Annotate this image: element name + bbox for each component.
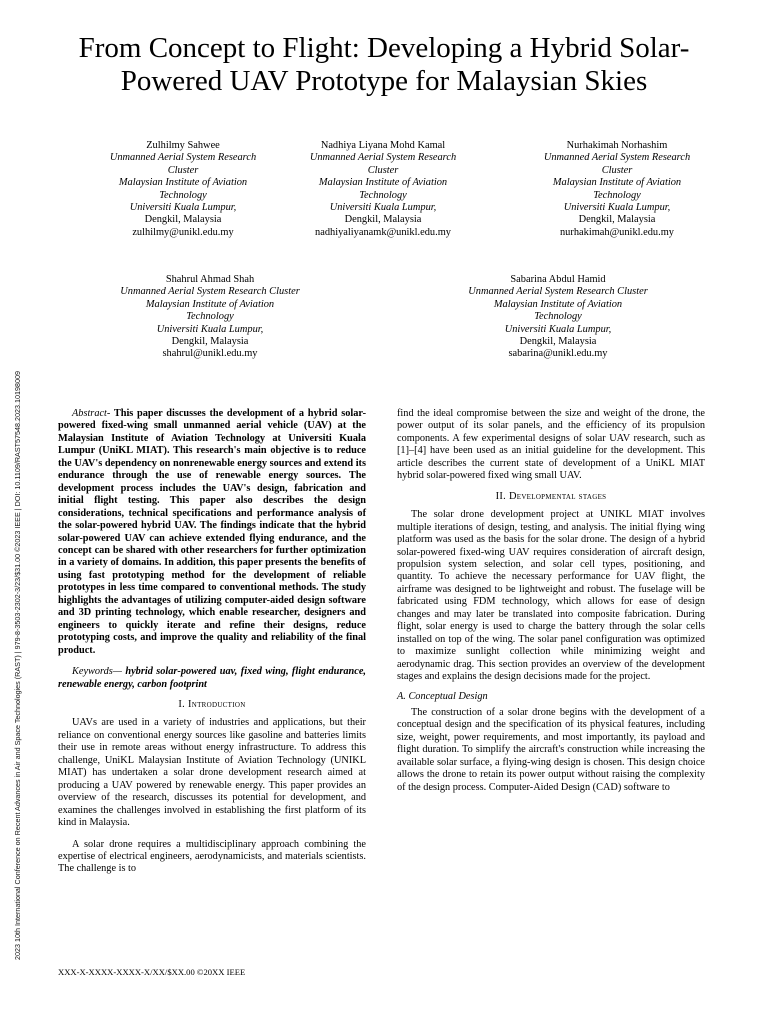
author-affiliation: Cluster: [167, 164, 199, 176]
author-affiliation: Unmanned Aerial System Research Cluster: [468, 286, 648, 298]
author-affiliation: Unmanned Aerial System Research: [309, 152, 457, 164]
paragraph: The solar drone development project at UNIKL MIAT involves multiple iterations of design, testing, and analysis. The initial flying wing platform was used as the basis for the solar drone. The design of a hybrid solar-powered fixed-wing UAV requires consideration of aircraft design, propulsion system selection, and solar cell types, positioning, and quantity. To achieve the necessary performance for UAV flight, the airframe was designed to be lightweight and robust. The fuselage will be fabricated using FDM technology, which allows for ease of design changes and may later be translated into composite fabrication. During flight, solar energy is used to charge the battery through the solar cells installed on top of the wing. The solar panel configuration was optimized to maximize sunlight collection while minimizing weight and aerodynamic drag. This section provides an overview of the development stages and explains the design decisions made for the project.: [397, 509, 705, 683]
paragraph: find the ideal compromise between the size and weight of the drone, the power output of its solar panels, and the efficiency of its propulsion components. A few experimental designs of solar UAV research, such as [1]–[4] have been used as an initial guideline for the development. This article describes the current state of development of a UniKL MIAT hybrid solar-powered fixed wing small UAV.: [397, 408, 705, 482]
author-affiliation: Unmanned Aerial System Research Cluster: [120, 286, 300, 298]
left-column: [58, 408, 366, 876]
section-heading-introduction: I. Introduction: [178, 698, 246, 710]
author-block-5: [440, 274, 676, 361]
paragraph: The construction of a solar drone begins with the development of a conceptual design and the specification of its physical features, including size, weight, power requirements, and most importantly, its payload and flight duration. To simplify the aircraft's construction while increasing the available solar surface, a flying-wing design is chosen. This design choice allows the drone to retain its power output without raising the complexity of the design process. Computer-Aided Design (CAD) software to: [397, 706, 705, 793]
author-institute: Technology: [186, 311, 234, 323]
author-university: Universiti Kuala Lumpur,: [156, 323, 264, 335]
keywords-label: Keywords—: [72, 666, 122, 678]
section-heading-developmental-stages: II. Developmental stages: [495, 490, 607, 502]
author-block-1: [68, 140, 298, 239]
author-location: Dengkil, Malaysia: [144, 214, 222, 226]
paragraph: UAVs are used in a variety of industries and applications, but their reliance on conventional energy sources like gasoline and batteries limits their use in remote areas without energy infrastructure. To address this challenge, UniKL Malaysian Institute of Aviation Technology (UNIKL MIAT) has undertaken a solar drone development research aimed at producing a UAV powered by renewable energy. This paper provides an overview of the research, discusses its potential for development, and examines the challenges involved in establishing the first platform of its kind in Malaysia.: [58, 717, 366, 829]
author-institute: Malaysian Institute of Aviation: [493, 298, 623, 310]
sidebar-citation-text: 2023 10th International Conference on Recent Advances in Air and Space Technologies (RAST) | 979-8-3503-2302-3/23/$31.00 ©2023 IEEE | DOI: 10.1109/RAST57548.2023.10198009: [13, 371, 22, 960]
author-university: Universiti Kuala Lumpur,: [129, 202, 237, 214]
author-email: shahrul@unikl.edu.my: [162, 348, 258, 360]
author-email: nurhakimah@unikl.edu.my: [559, 226, 675, 238]
author-institute: Technology: [159, 189, 207, 201]
author-institute: Malaysian Institute of Aviation: [145, 298, 275, 310]
author-institute: Technology: [534, 311, 582, 323]
abstract: [58, 408, 366, 657]
author-name: Zulhilmy Sahwee: [146, 140, 220, 151]
subsection-heading-conceptual-design: A. Conceptual Design: [397, 690, 488, 702]
author-institute: Malaysian Institute of Aviation: [552, 177, 682, 189]
author-block-2: [268, 140, 498, 239]
author-university: Universiti Kuala Lumpur,: [329, 202, 437, 214]
author-email: zulhilmy@unikl.edu.my: [132, 226, 234, 238]
author-block-4: [92, 274, 328, 361]
sidebar-citation: [6, 230, 30, 960]
author-institute: Malaysian Institute of Aviation: [118, 177, 248, 189]
author-institute: Technology: [359, 189, 407, 201]
abstract-text: This paper discusses the development of a hybrid solar-powered fixed-wing small unmanned aerial vehicle (UAV) at the Malaysian Institute of Aviation Technology at Universiti Kuala Lumpur (UniKL MIAT). This research's main objective is to reduce the UAV's dependency on nonrenewable energy sources and extend its endurance through the use of renewable energy sources. The development process includes the UAV's design, fabrication and initial flight testing. This paper also describes the design considerations, technical specifications and performance analysis of the solar-powered hybrid UAV. The findings indicate that the hybrid solar-powered UAV can achieve extended flying endurance, and the concept can be shared with other researchers for further optimization in a variety of domains. In addition, this paper presents the benefits of using fast prototyping method for the development of reliable prototypes in less time compared to conventional methods. The study highlights the advantages of utilizing computer-aided design software and 3D printing technology, which enable researcher, designers and engineers to quickly iterate and refine their designs, reduce prototyping costs, and improve the quality and reliability of the final product.: [58, 408, 366, 656]
title-line-1: From Concept to Flight: Developing a Hybrid Solar-: [78, 32, 690, 64]
author-location: Dengkil, Malaysia: [171, 336, 249, 348]
author-university: Universiti Kuala Lumpur,: [504, 323, 612, 335]
author-name: Sabarina Abdul Hamid: [510, 274, 606, 285]
author-affiliation: Unmanned Aerial System Research: [543, 152, 691, 164]
paragraph: A solar drone requires a multidisciplinary approach combining the expertise of electrical engineers, aerodynamicists, and materials scientists. The challenge is to: [58, 838, 366, 875]
author-institute: Technology: [593, 189, 641, 201]
author-location: Dengkil, Malaysia: [344, 214, 422, 226]
author-name: Shahrul Ahmad Shah: [165, 274, 255, 285]
keywords: [58, 666, 366, 691]
author-email: nadhiyaliyanamk@unikl.edu.my: [315, 226, 451, 238]
author-affiliation: Cluster: [601, 164, 633, 176]
copyright-footer: XXX-X-XXXX-XXXX-X/XX/$XX.00 ©20XX IEEE: [58, 967, 246, 977]
paper-title: [30, 32, 738, 98]
author-block-3: [502, 140, 732, 239]
author-name: Nurhakimah Norhashim: [566, 140, 668, 151]
author-university: Universiti Kuala Lumpur,: [563, 202, 671, 214]
author-name: Nadhiya Liyana Mohd Kamal: [320, 140, 446, 151]
author-email: sabarina@unikl.edu.my: [508, 348, 608, 360]
author-location: Dengkil, Malaysia: [578, 214, 656, 226]
keywords-text: hybrid solar-powered uav, fixed wing, flight endurance, renewable energy, carbon footprint: [58, 666, 366, 690]
title-line-2: Powered UAV Prototype for Malaysian Skies: [120, 65, 648, 97]
author-affiliation: Cluster: [367, 164, 399, 176]
author-affiliation: Unmanned Aerial System Research: [109, 152, 257, 164]
right-column: [397, 408, 705, 794]
author-location: Dengkil, Malaysia: [519, 336, 597, 348]
author-institute: Malaysian Institute of Aviation: [318, 177, 448, 189]
abstract-label: Abstract-: [72, 408, 111, 419]
